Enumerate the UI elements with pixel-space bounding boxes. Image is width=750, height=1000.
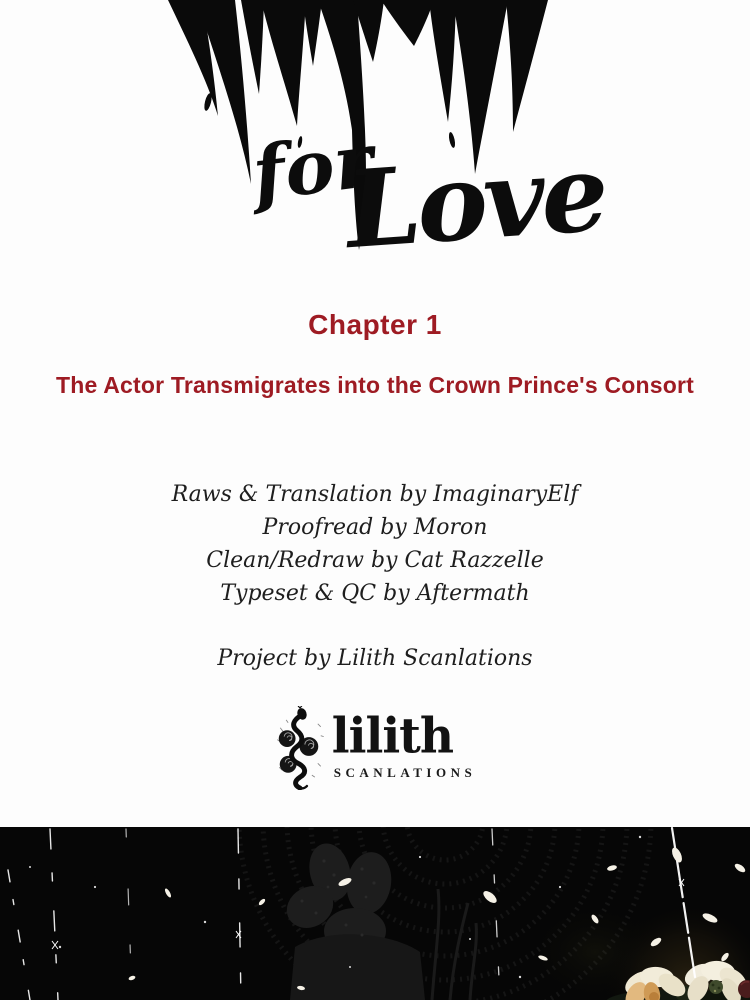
chapter-subtitle: The Actor Transmigrates into the Crown Prince's Consort: [56, 372, 694, 398]
lilith-scanlations-logo: [0, 706, 750, 796]
credit-line-raws: Raws & Translation by ImaginaryElf: [171, 482, 579, 507]
snake-and-roses-icon: [274, 706, 326, 790]
plant-silhouette: [279, 839, 476, 1000]
credits-block: [0, 478, 750, 610]
project-credit-line: Project by Lilith Scanlations: [217, 646, 533, 671]
title-artwork: [0, 0, 750, 275]
panel-art: [0, 827, 750, 1000]
title-love: Love: [342, 129, 609, 273]
chapter-heading: Chapter 1: [308, 309, 442, 340]
credit-line-proofread: Proofread by Moron: [262, 515, 488, 540]
title-for: for: [248, 117, 378, 218]
credit-line-clean-redraw: Clean/Redraw by Cat Razzelle: [206, 548, 544, 573]
credit-line-typeset: Typeset & QC by Aftermath: [220, 581, 530, 606]
logo-name: lilith: [331, 707, 454, 766]
logo-text: [332, 706, 476, 781]
logo-subtext: SCANLATIONS: [333, 765, 477, 780]
comic-panel: [0, 827, 750, 1000]
